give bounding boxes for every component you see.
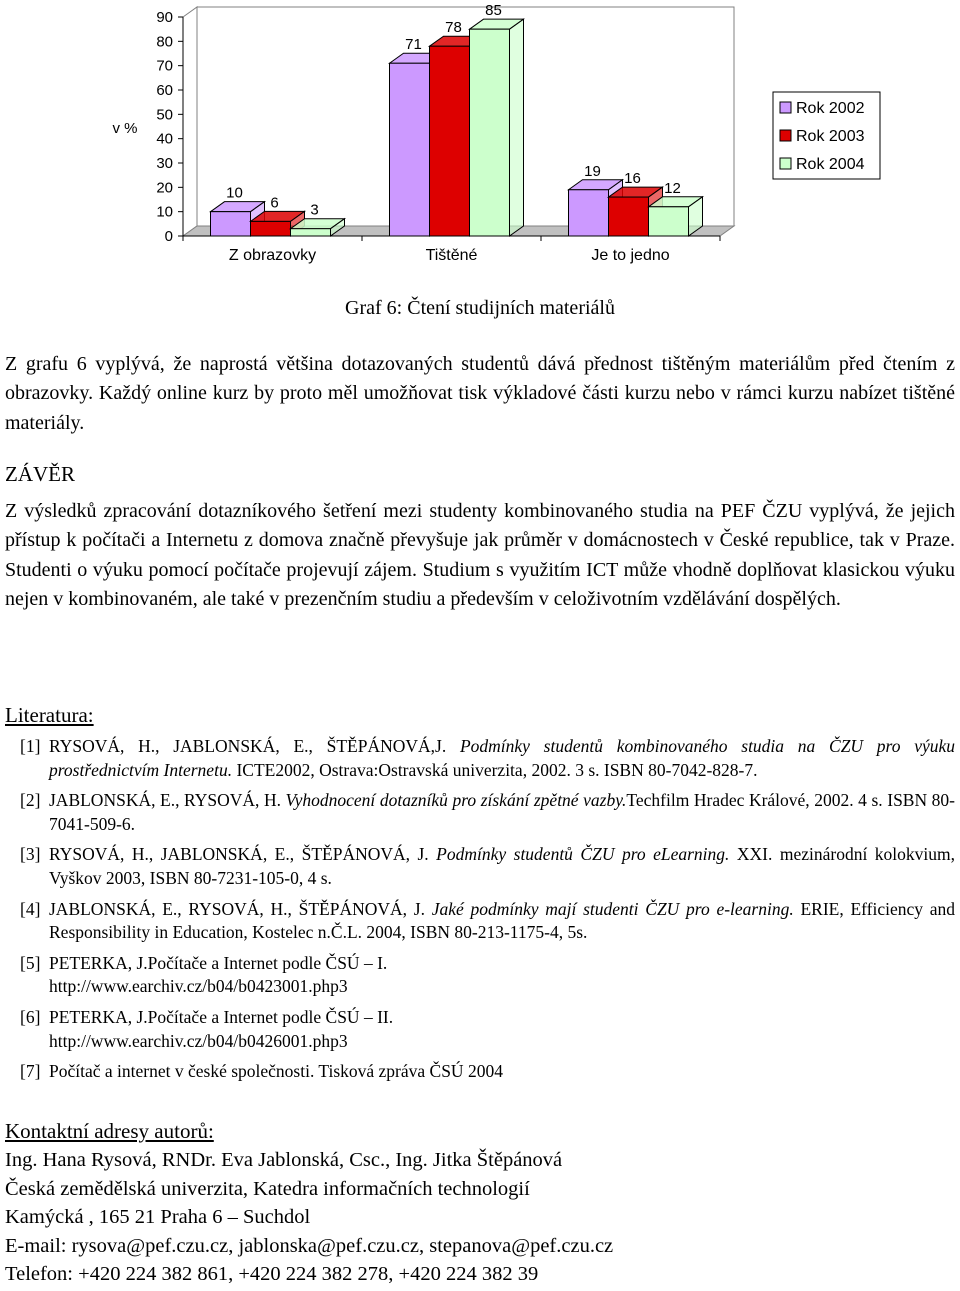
reference-item <box>20 789 955 836</box>
bar <box>609 197 649 236</box>
reference-link[interactable]: http://www.earchiv.cz/b04/b0426001.php3 <box>49 1030 348 1051</box>
contact-institution: Česká zemědělská univerzita, Katedra informačních technologií <box>5 1178 530 1200</box>
data-label: 10 <box>226 184 243 202</box>
x-tick-label: Je to jedno <box>591 247 670 264</box>
reference-number: [2] <box>20 790 41 811</box>
reference-item <box>20 1006 955 1053</box>
reference-number: [1] <box>20 736 41 756</box>
legend-swatch <box>780 158 791 169</box>
data-label: 6 <box>270 194 279 212</box>
conclusion-paragraph: Z výsledků zpracování dotazníkového šetření mezi studenty kombinovaného studia na PEF ČZU vyplývá, že jejich přístup k počítači a Internetu z domova značně převyšuje jak průměr v domácnostech v České republice, tak v Praze. Studenti o výuku pomocí počítače projevují zájem. Studium s využitím ICT může vhodně doplňovat klasickou výuku nejen v kombinovaném, ale také v prezenčním studiu a především v celoživotním vzdělávání dospělých. <box>5 500 955 611</box>
y-tick-label: 80 <box>156 33 173 51</box>
contacts-heading: Kontaktní adresy autorů: <box>5 1119 214 1143</box>
reference-item <box>20 735 955 782</box>
legend-label: Rok 2004 <box>796 156 865 173</box>
legend-swatch <box>780 130 791 141</box>
bar-side <box>510 19 524 236</box>
x-tick-label: Z obrazovky <box>228 247 317 264</box>
data-label: 78 <box>445 19 462 37</box>
y-tick-label: 60 <box>156 82 173 99</box>
bar <box>251 221 291 236</box>
y-tick-label: 0 <box>164 228 173 245</box>
contact-phone: Telefon: +420 224 382 861, +420 224 382 278, +420 224 382 39 <box>5 1263 539 1285</box>
reference-item <box>20 843 955 890</box>
y-tick-label: 40 <box>156 130 173 148</box>
bar <box>291 229 331 236</box>
reference-item <box>20 952 955 999</box>
reference-number: [5] <box>20 952 41 973</box>
reference-number: [3] <box>20 844 41 865</box>
reference-text: RYSOVÁ, H., JABLONSKÁ, E., ŠTĚPÁNOVÁ,J. Podmínky studentů kombinovaného studia na ČZU pro výuku prostřednictvím Internetu. ICTE2002, Ostrava:Ostravská univerzita, 2002. 3 s. ISBN 80-7042-828-7. <box>49 736 956 780</box>
chart-caption: Graf 6: Čtení studijních materiálů <box>345 297 615 319</box>
bar <box>649 207 689 236</box>
reference-text: JABLONSKÁ, E., RYSOVÁ, H. Vyhodnocení dotazníků pro získání zpětné vazby.Techfilm Hradec Králové, 2002. 4 s. ISBN 80-7041-509-6. <box>49 790 955 834</box>
y-tick-label: 70 <box>156 57 173 75</box>
reference-text: PETERKA, J.Počítače a Internet podle ČSÚ – II. http://www.earchiv.cz/b04/b0426001.php3 <box>49 1006 394 1051</box>
chart-side-wall <box>183 7 197 236</box>
bar <box>470 29 510 236</box>
y-tick-label: 50 <box>156 106 173 124</box>
reference-number: [4] <box>20 898 41 919</box>
legend <box>773 92 880 179</box>
y-tick-label: 30 <box>156 155 173 172</box>
literature-heading: Literatura: <box>5 703 94 727</box>
reference-item <box>20 1060 955 1084</box>
conclusion-heading: ZÁVĚR <box>5 462 75 486</box>
reference-text: JABLONSKÁ, E., RYSOVÁ, H., ŠTĚPÁNOVÁ, J. Jaké podmínky mají studenti ČZU pro e-learning. ERIE, Efficiency and Responsibility in Education, Kostelec n.Č.L. 2004, ISBN 80-213-1175-4, 5s. <box>49 898 956 943</box>
bar <box>390 63 430 236</box>
reference-number: [7] <box>20 1061 41 1082</box>
y-tick-label: 90 <box>156 9 173 26</box>
paragraph-graph-summary: Z grafu 6 vyplývá, že naprostá většina dotazovaných studentů dává přednost tištěným materiálům před čtením z obrazovky. Každý online kurz by proto měl umožňovat tisk výkladové části kurzu nebo v rámci kurzu nabízet tištěné materiály. <box>5 353 955 434</box>
data-label: 85 <box>485 2 502 20</box>
y-tick-label: 10 <box>156 203 173 221</box>
bar <box>430 46 470 236</box>
y-tick-label: 20 <box>156 179 173 197</box>
reference-item <box>20 898 955 945</box>
contact-address: Kamýcká , 165 21 Praha 6 – Suchdol <box>5 1206 311 1228</box>
reference-list <box>20 735 955 1091</box>
y-axis-label: v % <box>112 120 138 137</box>
bar <box>211 212 251 236</box>
x-tick-label: Tištěné <box>425 247 478 264</box>
legend-swatch <box>780 102 791 113</box>
bar-chart <box>0 0 960 280</box>
bar <box>569 190 609 236</box>
data-label: 19 <box>584 162 601 180</box>
data-label: 3 <box>310 201 319 219</box>
reference-text: Počítač a internet v české společnosti. Tisková zpráva ČSÚ 2004 <box>49 1061 503 1082</box>
data-label: 71 <box>405 36 422 54</box>
data-label: 12 <box>664 179 681 197</box>
reference-text: PETERKA, J.Počítače a Internet podle ČSÚ – I. http://www.earchiv.cz/b04/b0423001.php3 <box>49 952 388 997</box>
legend-label: Rok 2003 <box>796 128 865 145</box>
reference-link[interactable]: http://www.earchiv.cz/b04/b0423001.php3 <box>49 976 348 997</box>
chart-svg <box>0 0 960 280</box>
legend-label: Rok 2002 <box>796 100 865 117</box>
contact-email: E-mail: rysova@pef.czu.cz, jablonska@pef.czu.cz, stepanova@pef.czu.cz <box>5 1235 614 1257</box>
reference-text: RYSOVÁ, H., JABLONSKÁ, E., ŠTĚPÁNOVÁ, J. Podmínky studentů ČZU pro eLearning. XXI. mezinárodní kolokvium, Vyškov 2003, ISBN 80-7231-105-0, 4 s. <box>49 844 956 888</box>
contact-authors: Ing. Hana Rysová, RNDr. Eva Jablonská, Csc., Ing. Jitka Štěpánová <box>5 1149 563 1171</box>
reference-number: [6] <box>20 1006 41 1027</box>
data-label: 16 <box>624 170 641 188</box>
